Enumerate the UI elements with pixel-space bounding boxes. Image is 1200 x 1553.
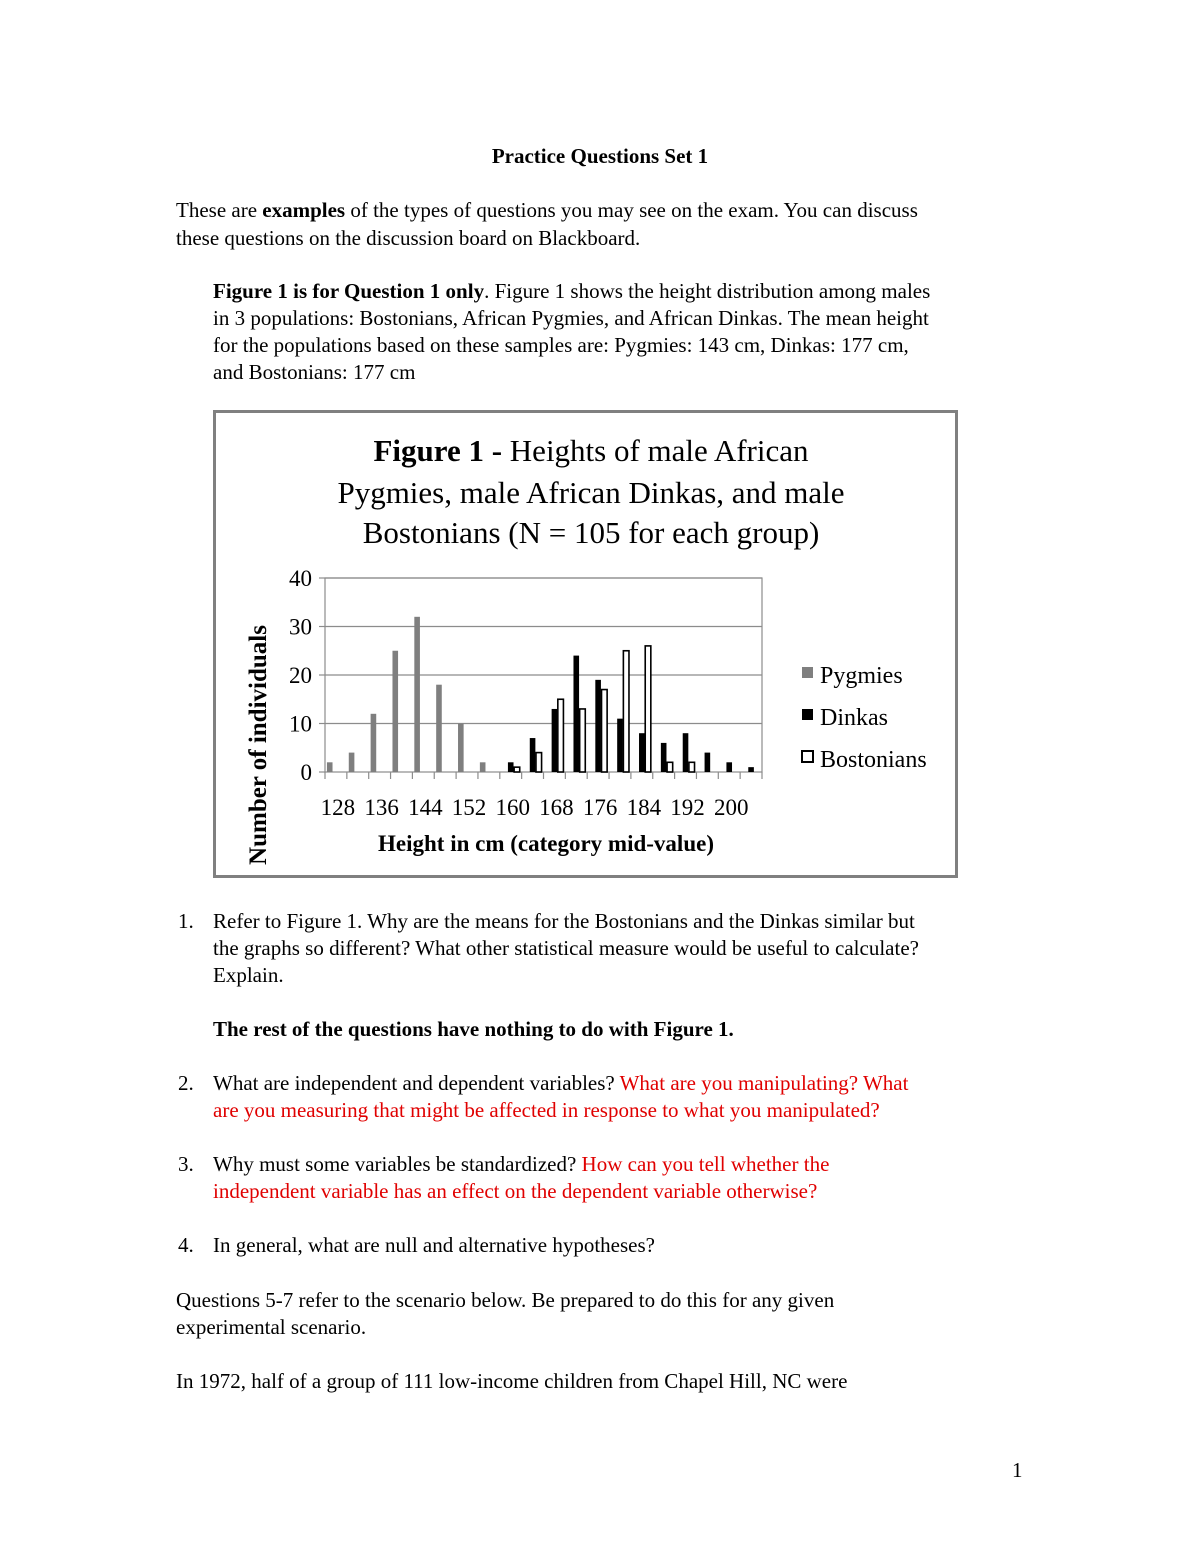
y-tick-label: 10	[289, 711, 312, 737]
rest-note: The rest of the questions have nothing to do with Figure 1.	[213, 1017, 734, 1041]
legend-swatch-dinkas	[802, 709, 813, 720]
page-number: 1	[1012, 1458, 1023, 1482]
bar-bostonians	[623, 651, 629, 772]
bar-bostonians	[602, 690, 608, 772]
bar-dinkas	[661, 743, 667, 772]
q1-line-1: Refer to Figure 1. Why are the means for the Bostonians and the Dinkas similar but	[213, 909, 915, 933]
q3-text: Why must some variables be standardized?	[213, 1152, 582, 1176]
bar-pygmies	[327, 762, 333, 772]
y-tick-label: 40	[289, 566, 312, 591]
chart-svg	[216, 413, 961, 881]
bar-dinkas	[530, 738, 536, 772]
x-tick-label: 184	[626, 795, 662, 820]
x-tick-label: 168	[539, 795, 574, 820]
q2-answer-2: are you measuring that might be affected in response to what you manipulated?	[213, 1098, 880, 1122]
bar-dinkas	[552, 709, 558, 772]
legend-label-bostonians: Bostonians	[820, 747, 927, 773]
x-tick-label: 192	[670, 795, 705, 820]
bar-bostonians	[514, 767, 520, 772]
bar-dinkas	[726, 762, 732, 772]
bar-dinkas	[705, 753, 711, 772]
bar-dinkas	[617, 719, 623, 772]
q2-line-1	[213, 1069, 908, 1097]
fig-note-line-2: in 3 populations: Bostonians, African Pygmies, and African Dinkas. The mean height	[213, 306, 929, 330]
intro-line-2: these questions on the discussion board on Blackboard.	[176, 226, 641, 250]
bar-bostonians	[645, 646, 651, 772]
q3-answer-1: How can you tell whether the	[581, 1152, 830, 1176]
q2-text: What are independent and dependent variables?	[213, 1071, 620, 1095]
bar-dinkas	[683, 733, 689, 772]
q1-line-3: Explain.	[213, 963, 284, 987]
fig-note-bold: Figure 1 is for Question 1 only	[213, 279, 485, 303]
y-tick-label: 30	[289, 614, 312, 640]
x-tick-label: 160	[495, 795, 530, 820]
chart-title-rest: Heights of male African	[502, 433, 809, 468]
bar-bostonians	[536, 753, 542, 772]
q2-number: 2.	[178, 1071, 194, 1095]
legend-swatch-pygmies	[802, 667, 813, 678]
intro-pre: These are	[176, 198, 263, 222]
x-axis-label: Height in cm (category mid-value)	[378, 831, 714, 856]
y-tick-label: 0	[300, 760, 312, 785]
fig-note-rest: . Figure 1 shows the height distribution among males	[484, 279, 931, 303]
bar-bostonians	[580, 709, 586, 772]
x-tick-label: 144	[408, 795, 443, 820]
x-tick-label: 136	[364, 795, 399, 820]
bar-pygmies	[414, 617, 420, 772]
legend-swatch-bostonians	[802, 751, 813, 762]
bar-pygmies	[436, 685, 442, 772]
bar-dinkas	[639, 733, 645, 772]
scenario-line-3: In 1972, half of a group of 111 low-income children from Chapel Hill, NC were	[176, 1369, 848, 1393]
bar-pygmies	[392, 651, 398, 772]
q3-line-1	[213, 1150, 829, 1178]
q3-answer-2: independent variable has an effect on the dependent variable otherwise?	[213, 1179, 818, 1203]
q4-text: In general, what are null and alternative hypotheses?	[213, 1233, 655, 1257]
bar-bostonians	[558, 699, 564, 772]
bar-dinkas	[508, 762, 514, 772]
bar-pygmies	[371, 714, 377, 772]
page-title: Practice Questions Set 1	[491, 144, 709, 168]
x-tick-label: 200	[713, 795, 749, 820]
bar-pygmies	[480, 762, 486, 772]
chart-title-line-2: Pygmies, male African Dinkas, and male	[337, 475, 845, 510]
fig-note-line-1	[213, 277, 930, 305]
x-tick-label: 176	[582, 795, 618, 820]
intro-post: of the types of questions you may see on the exam. You can discuss	[345, 198, 918, 222]
y-tick-label: 20	[289, 663, 312, 688]
legend-label-dinkas: Dinkas	[820, 705, 888, 731]
plot-area	[289, 566, 762, 820]
bar-bostonians	[667, 762, 673, 772]
bar-dinkas	[573, 656, 579, 772]
chart-title-bold: Figure 1 -	[373, 433, 503, 468]
y-axis-label: Number of individuals	[245, 625, 272, 865]
fig-note-line-3: for the populations based on these samples are: Pygmies: 143 cm, Dinkas: 177 cm,	[213, 333, 909, 357]
q1-number: 1.	[178, 909, 194, 933]
figure-1-chart	[213, 410, 958, 878]
fig-note-line-4: and Bostonians: 177 cm	[213, 360, 416, 384]
bar-pygmies	[458, 724, 464, 773]
legend-label-pygmies: Pygmies	[820, 663, 903, 689]
bar-dinkas	[748, 767, 754, 772]
x-tick-label: 128	[320, 795, 356, 820]
x-tick-label: 152	[451, 795, 487, 820]
bar-dinkas	[595, 680, 601, 772]
chart-legend	[802, 663, 927, 773]
chart-title-line-3: Bostonians (N = 105 for each group)	[362, 515, 820, 550]
bar-pygmies	[349, 753, 355, 772]
q2-answer-1: What are you manipulating? What	[619, 1071, 909, 1095]
scenario-line-1: Questions 5-7 refer to the scenario below. Be prepared to do this for any given	[176, 1288, 835, 1312]
q4-number: 4.	[178, 1233, 194, 1257]
chart-title-line-1	[373, 433, 809, 468]
q1-line-2: the graphs so different? What other statistical measure would be useful to calculate?	[213, 936, 919, 960]
q3-number: 3.	[178, 1152, 194, 1176]
bar-bostonians	[689, 762, 695, 772]
intro-line-1	[176, 196, 918, 224]
intro-bold: examples	[262, 198, 346, 222]
scenario-line-2: experimental scenario.	[176, 1315, 367, 1339]
